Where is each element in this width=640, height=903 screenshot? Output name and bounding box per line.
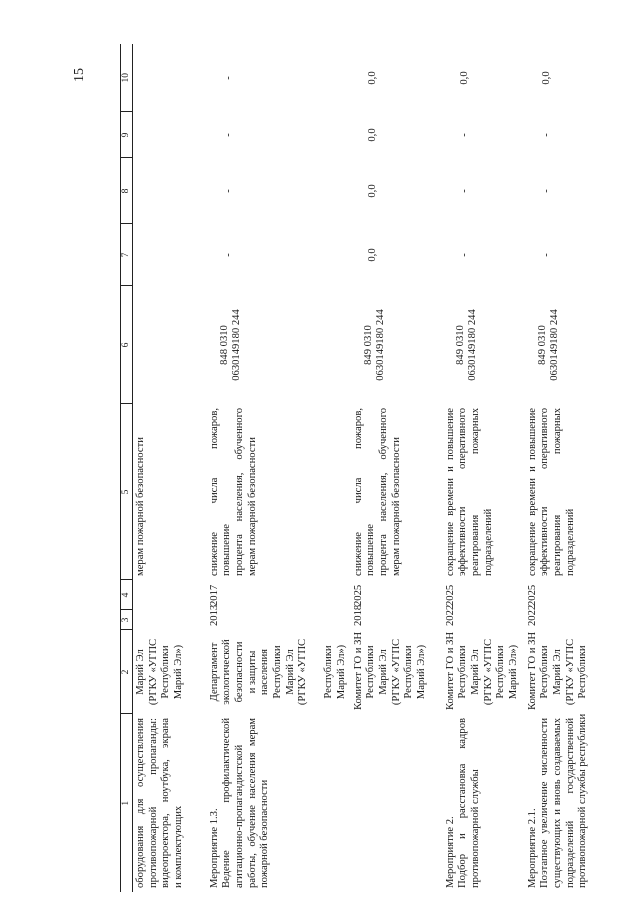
value-col10-cell: [525, 44, 607, 112]
cell-value: -: [540, 189, 552, 193]
cell-value: 0,0: [540, 71, 552, 85]
value-col7-cell: [207, 224, 351, 286]
expected-result-cell: [207, 404, 351, 580]
text-line: Республики: [272, 645, 284, 699]
text-line: [158, 290, 171, 400]
text-line: Марий Эл: [469, 649, 481, 695]
value-col9-cell: [525, 112, 607, 158]
table-row: [351, 44, 443, 892]
text-line: противопожарной пропаганды:: [147, 718, 159, 888]
column-number: 5: [121, 404, 133, 580]
text-line: Республики: [457, 645, 469, 699]
value-col8-cell: [207, 158, 351, 224]
budget-code-cell: [525, 286, 607, 404]
cell-value: -: [458, 133, 470, 137]
value-col9-cell: [133, 112, 207, 158]
budget-code-cell: [443, 286, 525, 404]
text-line: противопожарной службы: [469, 769, 481, 888]
table-row: [207, 44, 351, 892]
executor-cell: [133, 630, 207, 714]
text-line: (РГКУ «УГПС: [390, 638, 402, 706]
start-year-cell: [443, 604, 525, 630]
text-line: работы, обучение населения мерам: [246, 718, 258, 888]
cell-value: 2022: [526, 604, 538, 626]
text-line: Республики: [539, 645, 551, 699]
page-number: 15: [72, 68, 87, 82]
text-line: сокращение времени и повышение: [526, 408, 538, 576]
value-col7-cell: [443, 224, 525, 286]
cell-value: -: [222, 133, 234, 137]
text-line: 0630149180 244: [549, 309, 561, 381]
column-number: 9: [121, 112, 133, 158]
text-line: Республики: [403, 645, 415, 699]
cell-value: 0,0: [366, 128, 378, 142]
text-line: снижение числа пожаров, повышение: [208, 408, 233, 576]
text-line: оборудования для осуществления: [135, 718, 146, 888]
text-line: Мероприятие 2.: [444, 816, 456, 888]
end-year-cell: [133, 580, 207, 610]
expected-result-cell: [133, 404, 207, 580]
column-number: 8: [121, 158, 133, 224]
end-year-cell: [443, 580, 525, 610]
text-line: Республики: [323, 645, 335, 699]
start-year-cell: [351, 604, 443, 630]
table-row: [133, 44, 207, 892]
cell-value: 0,0: [458, 71, 470, 85]
text-line: Ведение профилактической: [221, 718, 233, 888]
executor-cell: [207, 630, 351, 714]
text-line: Комитет ГО и ЗН: [352, 631, 364, 710]
text-line: 0630149180 244: [375, 309, 387, 381]
text-line: 849 0310: [454, 325, 466, 365]
cell-value: 2017: [208, 584, 220, 606]
cell-value: 0,0: [366, 184, 378, 198]
activity-name-cell: [443, 714, 525, 892]
text-line: эффективности оперативного: [539, 408, 551, 576]
executor-cell: [525, 630, 607, 714]
text-line: безопасности: [233, 641, 245, 703]
value-col9-cell: [351, 112, 443, 158]
text-line: мерам пожарной безопасности: [135, 437, 146, 576]
text-line: (РГКУ «УГПС: [297, 638, 309, 706]
value-col8-cell: [443, 158, 525, 224]
expected-result-cell: [525, 404, 607, 580]
value-col8-cell: [133, 158, 207, 224]
text-line: Республики: [577, 645, 589, 699]
rotated-table-page: [120, 44, 640, 892]
text-line: мерам пожарной безопасности: [390, 437, 402, 576]
expected-result-cell: [443, 404, 525, 580]
value-col7-cell: [525, 224, 607, 286]
column-number: 10: [121, 44, 133, 112]
value-col7-cell: [133, 224, 207, 286]
budget-code-cell: [207, 286, 351, 404]
text-line: 849 0310: [536, 325, 548, 365]
text-line: Республики: [160, 645, 172, 699]
start-year-cell: [525, 604, 607, 630]
value-col9-cell: [443, 112, 525, 158]
cell-value: -: [222, 76, 234, 80]
text-line: реагирования пожарных: [469, 408, 481, 576]
cell-value: 0,0: [366, 71, 378, 85]
text-line: (РГКУ «УГПС: [564, 638, 576, 706]
text-line: и защиты: [246, 650, 258, 694]
end-year-cell: [207, 580, 351, 610]
start-year-cell: [133, 610, 207, 630]
text-line: Марий Эл»): [335, 644, 347, 700]
column-number: 1: [121, 714, 133, 892]
executor-cell: [443, 630, 525, 714]
value-col7-cell: [351, 224, 443, 286]
text-line: подразделений: [482, 508, 494, 576]
text-line: Марий Эл»): [416, 644, 428, 700]
value-col8-cell: [525, 158, 607, 224]
text-line: Марий Эл»): [173, 644, 185, 700]
cell-value: 0,0: [366, 248, 378, 262]
text-line: Марий Эл: [551, 649, 563, 695]
text-line: реагирования пожарных: [551, 408, 563, 576]
cell-value: -: [458, 189, 470, 193]
value-col10-cell: [351, 44, 443, 112]
program-activities-table: [120, 44, 607, 892]
text-line: агитационно-пропагандистской: [233, 744, 245, 888]
text-line: процента населения, обученного: [233, 408, 245, 576]
executor-cell: [351, 630, 443, 714]
text-line: Марий Эл: [284, 649, 296, 695]
text-line: 0630149180 244: [231, 309, 243, 381]
cell-value: -: [222, 253, 234, 257]
activity-name-cell: [525, 714, 607, 892]
text-line: подразделений: [564, 508, 576, 576]
cell-value: 2022: [444, 604, 456, 626]
cell-value: 2025: [444, 584, 456, 606]
text-line: Департамент: [208, 642, 220, 702]
text-line: снижение числа пожаров, повышение: [352, 408, 377, 576]
text-line: Республики: [495, 645, 507, 699]
budget-code-cell: [133, 286, 207, 404]
text-line: противопожарной службы республики: [577, 713, 589, 888]
text-line: Марий Эл»): [508, 644, 520, 700]
value-col8-cell: [351, 158, 443, 224]
text-line: Мероприятие 2.1.: [526, 808, 538, 888]
text-line: 848 0310: [218, 325, 230, 365]
activity-name-cell: [133, 714, 207, 892]
cell-value: -: [540, 253, 552, 257]
cell-value: 2018: [352, 604, 364, 626]
column-number: 2: [121, 630, 133, 714]
text-line: процента населения, обученного: [377, 408, 389, 576]
text-line: подразделений государственной: [564, 718, 576, 888]
expected-result-cell: [351, 404, 443, 580]
table-row: [525, 44, 607, 892]
cell-value: -: [540, 133, 552, 137]
text-line: (РГКУ «УГПС: [482, 638, 494, 706]
cell-value: -: [458, 253, 470, 257]
text-line: 0630149180 244: [467, 309, 479, 381]
text-line: Комитет ГО и ЗН: [444, 631, 456, 710]
text-line: пожарной безопасности: [259, 779, 271, 888]
text-line: (РГКУ «УГПС: [147, 638, 159, 706]
text-line: Мероприятие 1.3.: [208, 808, 220, 888]
text-line: населения: [259, 648, 271, 696]
text-line: мерам пожарной безопасности: [246, 437, 258, 576]
text-line: эффективности оперативного: [457, 408, 469, 576]
text-line: существующих и вновь создаваемых: [551, 718, 563, 888]
cell-value: -: [222, 189, 234, 193]
column-number: 4: [121, 580, 133, 610]
text-line: сокращение времени и повышение: [444, 408, 456, 576]
value-col10-cell: [443, 44, 525, 112]
end-year-cell: [351, 580, 443, 610]
activity-name-cell: [351, 714, 443, 892]
text-line: Марий Эл: [135, 649, 146, 695]
value-col9-cell: [207, 112, 351, 158]
activity-name-cell: [207, 714, 351, 892]
text-line: Комитет ГО и ЗН: [526, 631, 538, 710]
budget-code-cell: [351, 286, 443, 404]
table-row: [443, 44, 525, 892]
start-year-cell: [207, 604, 351, 630]
column-number: 6: [121, 286, 133, 404]
text-line: экологической: [221, 639, 233, 705]
value-col10-cell: [207, 44, 351, 112]
text-line: Республики: [365, 645, 377, 699]
text-line: Марий Эл: [377, 649, 389, 695]
cell-value: 2013: [208, 604, 220, 626]
text-line: Поэтапное увеличение численности: [539, 718, 551, 888]
end-year-cell: [525, 580, 607, 610]
text-line: Подбор и расстановка кадров: [457, 718, 469, 888]
cell-value: 2025: [352, 584, 364, 606]
cell-value: 2025: [526, 584, 538, 606]
column-number: 3: [121, 610, 133, 630]
value-col10-cell: [133, 44, 207, 112]
text-line: [145, 290, 158, 400]
text-line: видеопроектора, ноутбука, экрана: [160, 718, 172, 888]
text-line: [310, 634, 323, 710]
text-line: и комплектующих: [173, 805, 185, 888]
text-line: 849 0310: [362, 325, 374, 365]
column-number: 7: [121, 224, 133, 286]
column-number-row: [121, 44, 133, 892]
